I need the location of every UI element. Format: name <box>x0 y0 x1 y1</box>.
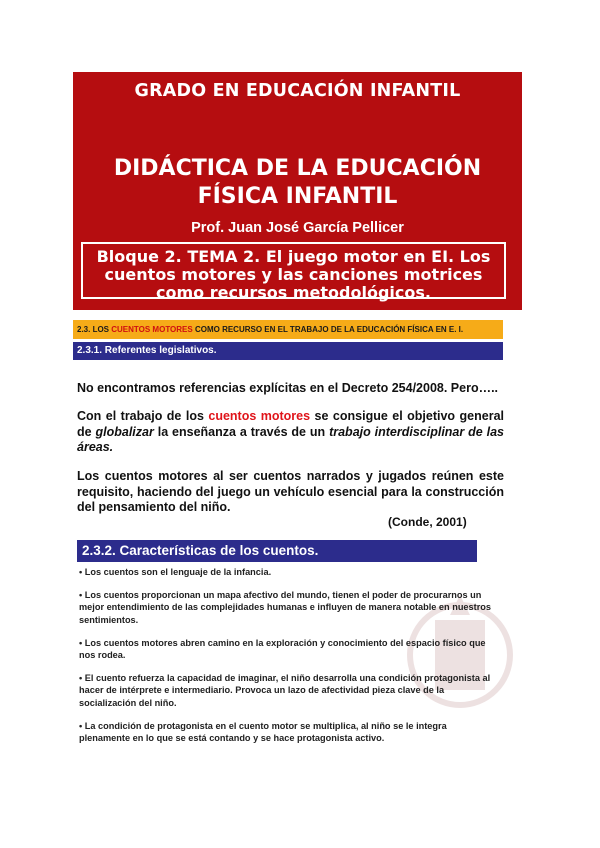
paragraph-requirement: Los cuentos motores al ser cuentos narrados y jugados reúnen este requisito, haciendo del juego un vehículo esencial para la construcción del pensamiento del niño. <box>77 469 504 514</box>
section-heading-prefix: 2.3. LOS <box>77 325 112 334</box>
citation: (Conde, 2001) <box>388 515 467 529</box>
list-item: • Los cuentos motores abren camino en la exploración y conocimiento del espacio físico que nos rodea. <box>79 637 486 661</box>
list-item: • La condición de protagonista en el cuento motor se multiplica, al niño se le integra plenamente en lo que se está contando y se hace protagonista activo. <box>79 720 447 744</box>
professor-name: Prof. Juan José García Pellicer <box>191 220 404 236</box>
section-heading-suffix: COMO RECURSO EN EL TRABAJO DE LA EDUCACIÓN FÍSICA EN E. I. <box>192 325 464 334</box>
degree-title: GRADO EN EDUCACIÓN INFANTIL <box>134 81 461 101</box>
list-item: • Los cuentos son el lenguaje de la infancia. <box>79 567 272 577</box>
subject-title-line1: DIDÁCTICA DE LA EDUCACIÓN <box>113 156 482 181</box>
characteristics-heading: 2.3.2. Características de los cuentos. <box>77 540 477 562</box>
p2-italic-globalizar: globalizar <box>95 424 154 439</box>
p2-text-c: la enseñanza a través de un <box>153 424 330 439</box>
list-item: • El cuento refuerza la capacidad de imaginar, el niño desarrolla una condición protagonista al hacer de intérprete e intermediario. Provoca un lazo de afectividad pieza clave de la socialización del niño. <box>79 673 491 708</box>
characteristics-list <box>79 566 499 755</box>
p2-italic-interdisciplinar: trabajo interdisciplinar de las áreas. <box>77 424 505 454</box>
paragraph-objective <box>77 409 504 456</box>
paragraph-decree: No encontramos referencias explícitas en el Decreto 254/2008. Pero….. <box>77 381 499 395</box>
p2-text-a: Con el trabajo de los <box>77 409 209 423</box>
subsection-heading: 2.3.1. Referentes legislativos. <box>73 342 503 360</box>
subject-title-line2: FÍSICA INFANTIL <box>197 184 398 209</box>
p2-highlight: cuentos motores <box>208 409 311 423</box>
section-heading-highlight: CUENTOS MOTORES <box>111 325 193 334</box>
list-item: • Los cuentos proporcionan un mapa afectivo del mundo, tienen el poder de procurarnos un mejor entendimiento de las complejidades humanas e influyen de manera notable en nuestros sentimientos. <box>79 590 492 625</box>
title-banner <box>73 72 522 310</box>
block-title: Bloque 2. TEMA 2. El juego motor en EI. Los cuentos motores y las canciones motrices como recursos metodológicos. <box>96 247 491 302</box>
block-title-box <box>81 242 506 302</box>
subject-title <box>73 155 522 211</box>
p2-text-b: se consigue el objetivo general de <box>77 409 504 439</box>
section-heading <box>73 320 503 339</box>
